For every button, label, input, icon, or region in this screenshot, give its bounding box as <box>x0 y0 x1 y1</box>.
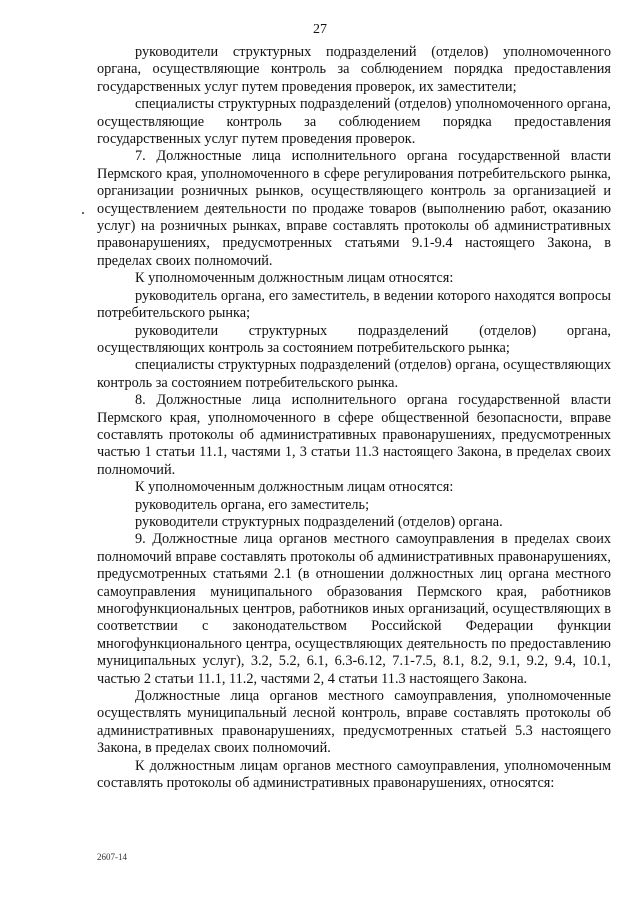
paragraph: К уполномоченным должностным лицам относятся: <box>135 479 454 496</box>
paragraph: руководители структурных подразделений (отделов) органа, осуществляющих контроль за состоянием потребительского рынка; <box>97 322 611 356</box>
margin-mark <box>82 212 84 214</box>
document-body <box>97 44 611 792</box>
paragraph: специалисты структурных подразделений (отделов) уполномоченного органа, осуществляющие контроль за соблюдением порядка предоставления государственных услуг путем проведения проверок. <box>97 96 611 148</box>
document-code: 2607-14 <box>97 852 127 862</box>
page-number: 27 <box>313 22 327 37</box>
paragraph: К должностным лицам органов местного самоуправления, уполномоченным составлять протоколы об административных правонарушениях, относятся: <box>97 757 611 792</box>
paragraph: специалисты структурных подразделений (отделов) органа, осуществляющих контроль за состоянием потребительского рынка. <box>97 357 611 391</box>
paragraph: Должностные лица органов местного самоуправления, уполномоченные осуществлять муниципальный лесной контроль, вправе составлять протоколы об административных правонарушениях, предусмотренных статьей 5.3 настоящего Закона, в пределах своих полномочий. <box>97 688 611 757</box>
paragraph: руководители структурных подразделений (отделов) уполномоченного органа, осуществляющие контроль за соблюдением порядка предоставления государственных услуг путем проведения проверок, их заместители; <box>97 44 611 95</box>
paragraph: К уполномоченным должностным лицам относятся: <box>135 270 454 287</box>
paragraph: 7. Должностные лица исполнительного органа государственной власти Пермского края, уполномоченного в сфере регулирования потребительского рынка, организации розничных рынков, осуществляющего контроль за организацией и осуществлением деятельности по продаже товаров (выполнению работ, оказанию услуг) на розничных рынках, вправе составлять протоколы об административных правонарушениях, предусмотренных статьями 9.1-9.4 настоящего Закона, в пределах своих полномочий. <box>97 148 611 269</box>
paragraph: руководитель органа, его заместитель, в ведении которого находятся вопросы потребительского рынка; <box>97 287 611 322</box>
paragraph: 9. Должностные лица органов местного самоуправления в пределах своих полномочий вправе составлять протоколы об административных правонарушениях, предусмотренных статьями 2.1 (в отношении должностных лиц органа местного самоуправления муниципального образования Пермского края, работников многофункциональных центров, работников иных организаций, осуществляющих в соответствии с законодательством Российской Федерации функции многофункционального центра, осуществляющих деятельность по предоставлению муниципальных услуг), 3.2, 5.2, 6.1, 6.3-6.12, 7.1-7.5, 8.1, 8.2, 9.1, 9.2, 9.4, 10.1, частью 2 статьи 11.1, 11.2, частями 2, 4 статьи 11.3 настоящего Закона. <box>97 531 611 687</box>
paragraph: 8. Должностные лица исполнительного органа государственной власти Пермского края, уполномоченного в сфере общественной безопасности, вправе составлять протоколы об административных правонарушениях, предусмотренных частью 1 статьи 11.1, частями 1, 3 статьи 11.3 настоящего Закона, в пределах своих полномочий. <box>97 392 611 478</box>
paragraph: руководители структурных подразделений (отделов) органа. <box>135 513 503 530</box>
paragraph: руководитель органа, его заместитель; <box>135 496 370 513</box>
